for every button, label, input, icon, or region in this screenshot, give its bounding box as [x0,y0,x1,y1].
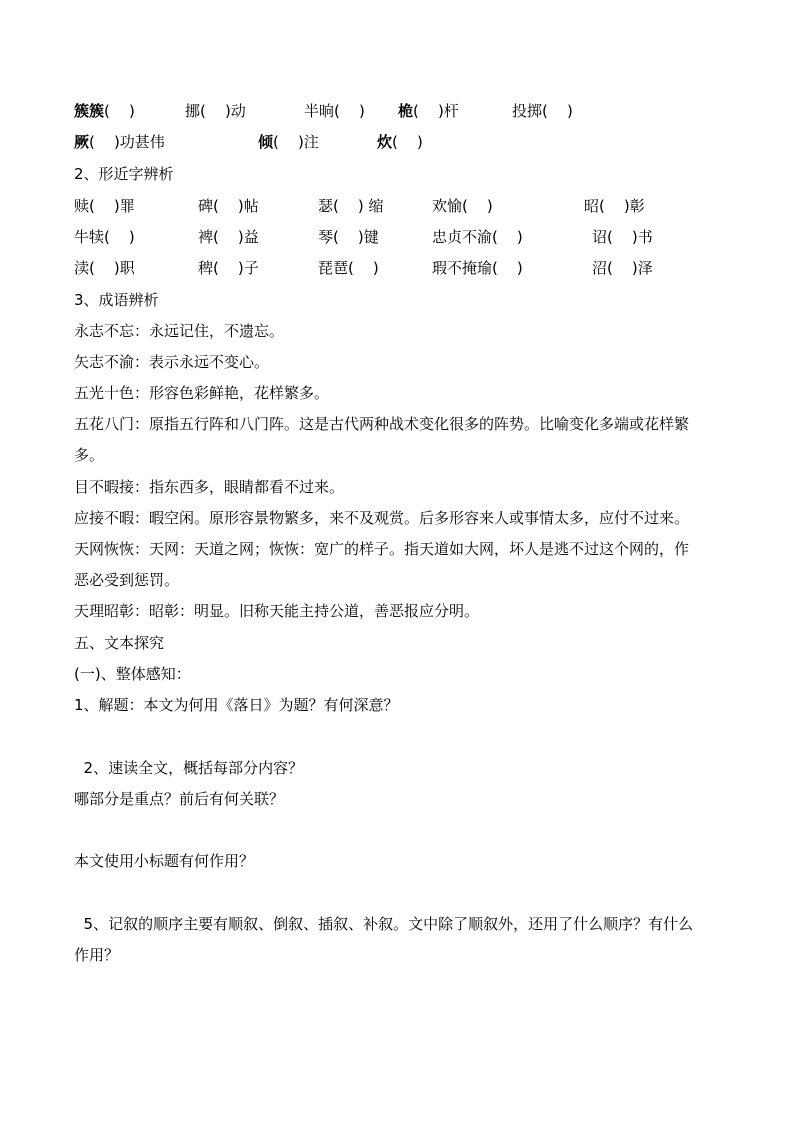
idiom-line: 五花八门：原指五行阵和八门阵。这是古代两种战术变化很多的阵势。比喻变化多端或花样繁 [74,415,690,433]
grid-cell: 琴( )键 [318,228,379,246]
idiom-line: 应接不暇：暇空闲。原形容景物繁多，来不及观赏。后多形容来人或事情太多，应付不过来。 [74,509,690,527]
grid-cell: 昭( )彰 [584,197,645,215]
item-label: 桅 [398,102,414,120]
idiom-line: 多。 [74,446,105,464]
idiom-line: 目不暇接：指东西多，眼睛都看不过来。 [74,478,345,496]
item-blank: ( )注 [273,133,319,151]
item-blank: ( ) [392,133,423,151]
grid-cell: 诏( )书 [592,228,653,246]
grid-cell: 忠贞不渝( ) [432,228,523,246]
item-weigan [398,101,459,121]
item-blank: ( ) [542,102,573,120]
item-qingzhu [258,132,319,152]
item-nuo [185,101,246,121]
grid-cell: 稗( )子 [198,259,259,277]
item-cucu [74,101,135,121]
grid-cell: 碑( )帖 [198,197,259,215]
item-blank: ( ) [104,102,135,120]
item-label: 炊 [377,133,393,151]
section-heading: 3、成语辨析 [74,291,159,309]
subsection-heading: (一)、整体感知： [74,665,191,683]
item-blank: ( )杆 [413,102,459,120]
item-label: 半晌 [304,102,335,120]
section-heading: 五、文本探究 [74,634,165,652]
grid-cell: 渎( )职 [74,259,135,277]
item-label: 倾 [258,133,274,151]
grid-cell: 裨( )益 [198,228,259,246]
grid-cell: 牛犊( ) [74,228,135,246]
question-5-cont: 作用？ [74,946,120,964]
idiom-line: 天理昭彰：昭彰：明显。旧称天能主持公道，善恶报应分明。 [74,602,480,620]
item-blank: ( )功甚伟 [89,133,165,151]
question-5: 5、记叙的顺序主要有顺叙、倒叙、插叙、补叙。文中除了顺叙外，还用了什么顺序？有什么 [74,915,694,933]
idiom-line: 矢志不渝：表示永远不变心。 [74,353,270,371]
section-heading: 2、形近字辨析 [74,165,174,183]
item-label: 厥 [74,133,90,151]
idiom-line: 永志不忘：永远记住，不遗忘。 [74,322,285,340]
grid-cell: 瑟( ) 缩 [318,197,384,215]
item-label: 投掷 [512,102,543,120]
question-1: 1、解题：本文为何用《落日》为题？有何深意？ [74,696,399,714]
question-3: 本文使用小标题有何作用？ [74,852,255,870]
item-chui [377,132,423,152]
item-blank: ( ) [334,102,365,120]
idiom-line: 天网恢恢：天网：天道之网；恢恢：宽广的样子。指天道如大网，坏人是逃不过这个网的，作 [74,540,690,558]
grid-cell: 琵琶( ) [318,259,379,277]
grid-cell: 沼( )泽 [592,259,653,277]
question-2-followup: 哪部分是重点？前后有何关联？ [74,790,285,808]
item-blank: ( )动 [200,102,246,120]
item-jue [74,132,165,152]
question-2: 2、速读全文，概括每部分内容？ [74,759,304,777]
grid-cell: 赎( )罪 [74,197,135,215]
grid-cell: 欢愉( ) [432,197,493,215]
idiom-line: 五光十色：形容色彩鲜艳，花样繁多。 [74,384,330,402]
item-label: 挪 [185,102,201,120]
grid-cell: 瑕不掩瑜( ) [432,259,523,277]
item-touzhi [512,101,573,121]
item-label: 簇簇 [74,102,105,120]
item-banshang [304,101,365,121]
idiom-line: 恶必受到惩罚。 [74,571,180,589]
